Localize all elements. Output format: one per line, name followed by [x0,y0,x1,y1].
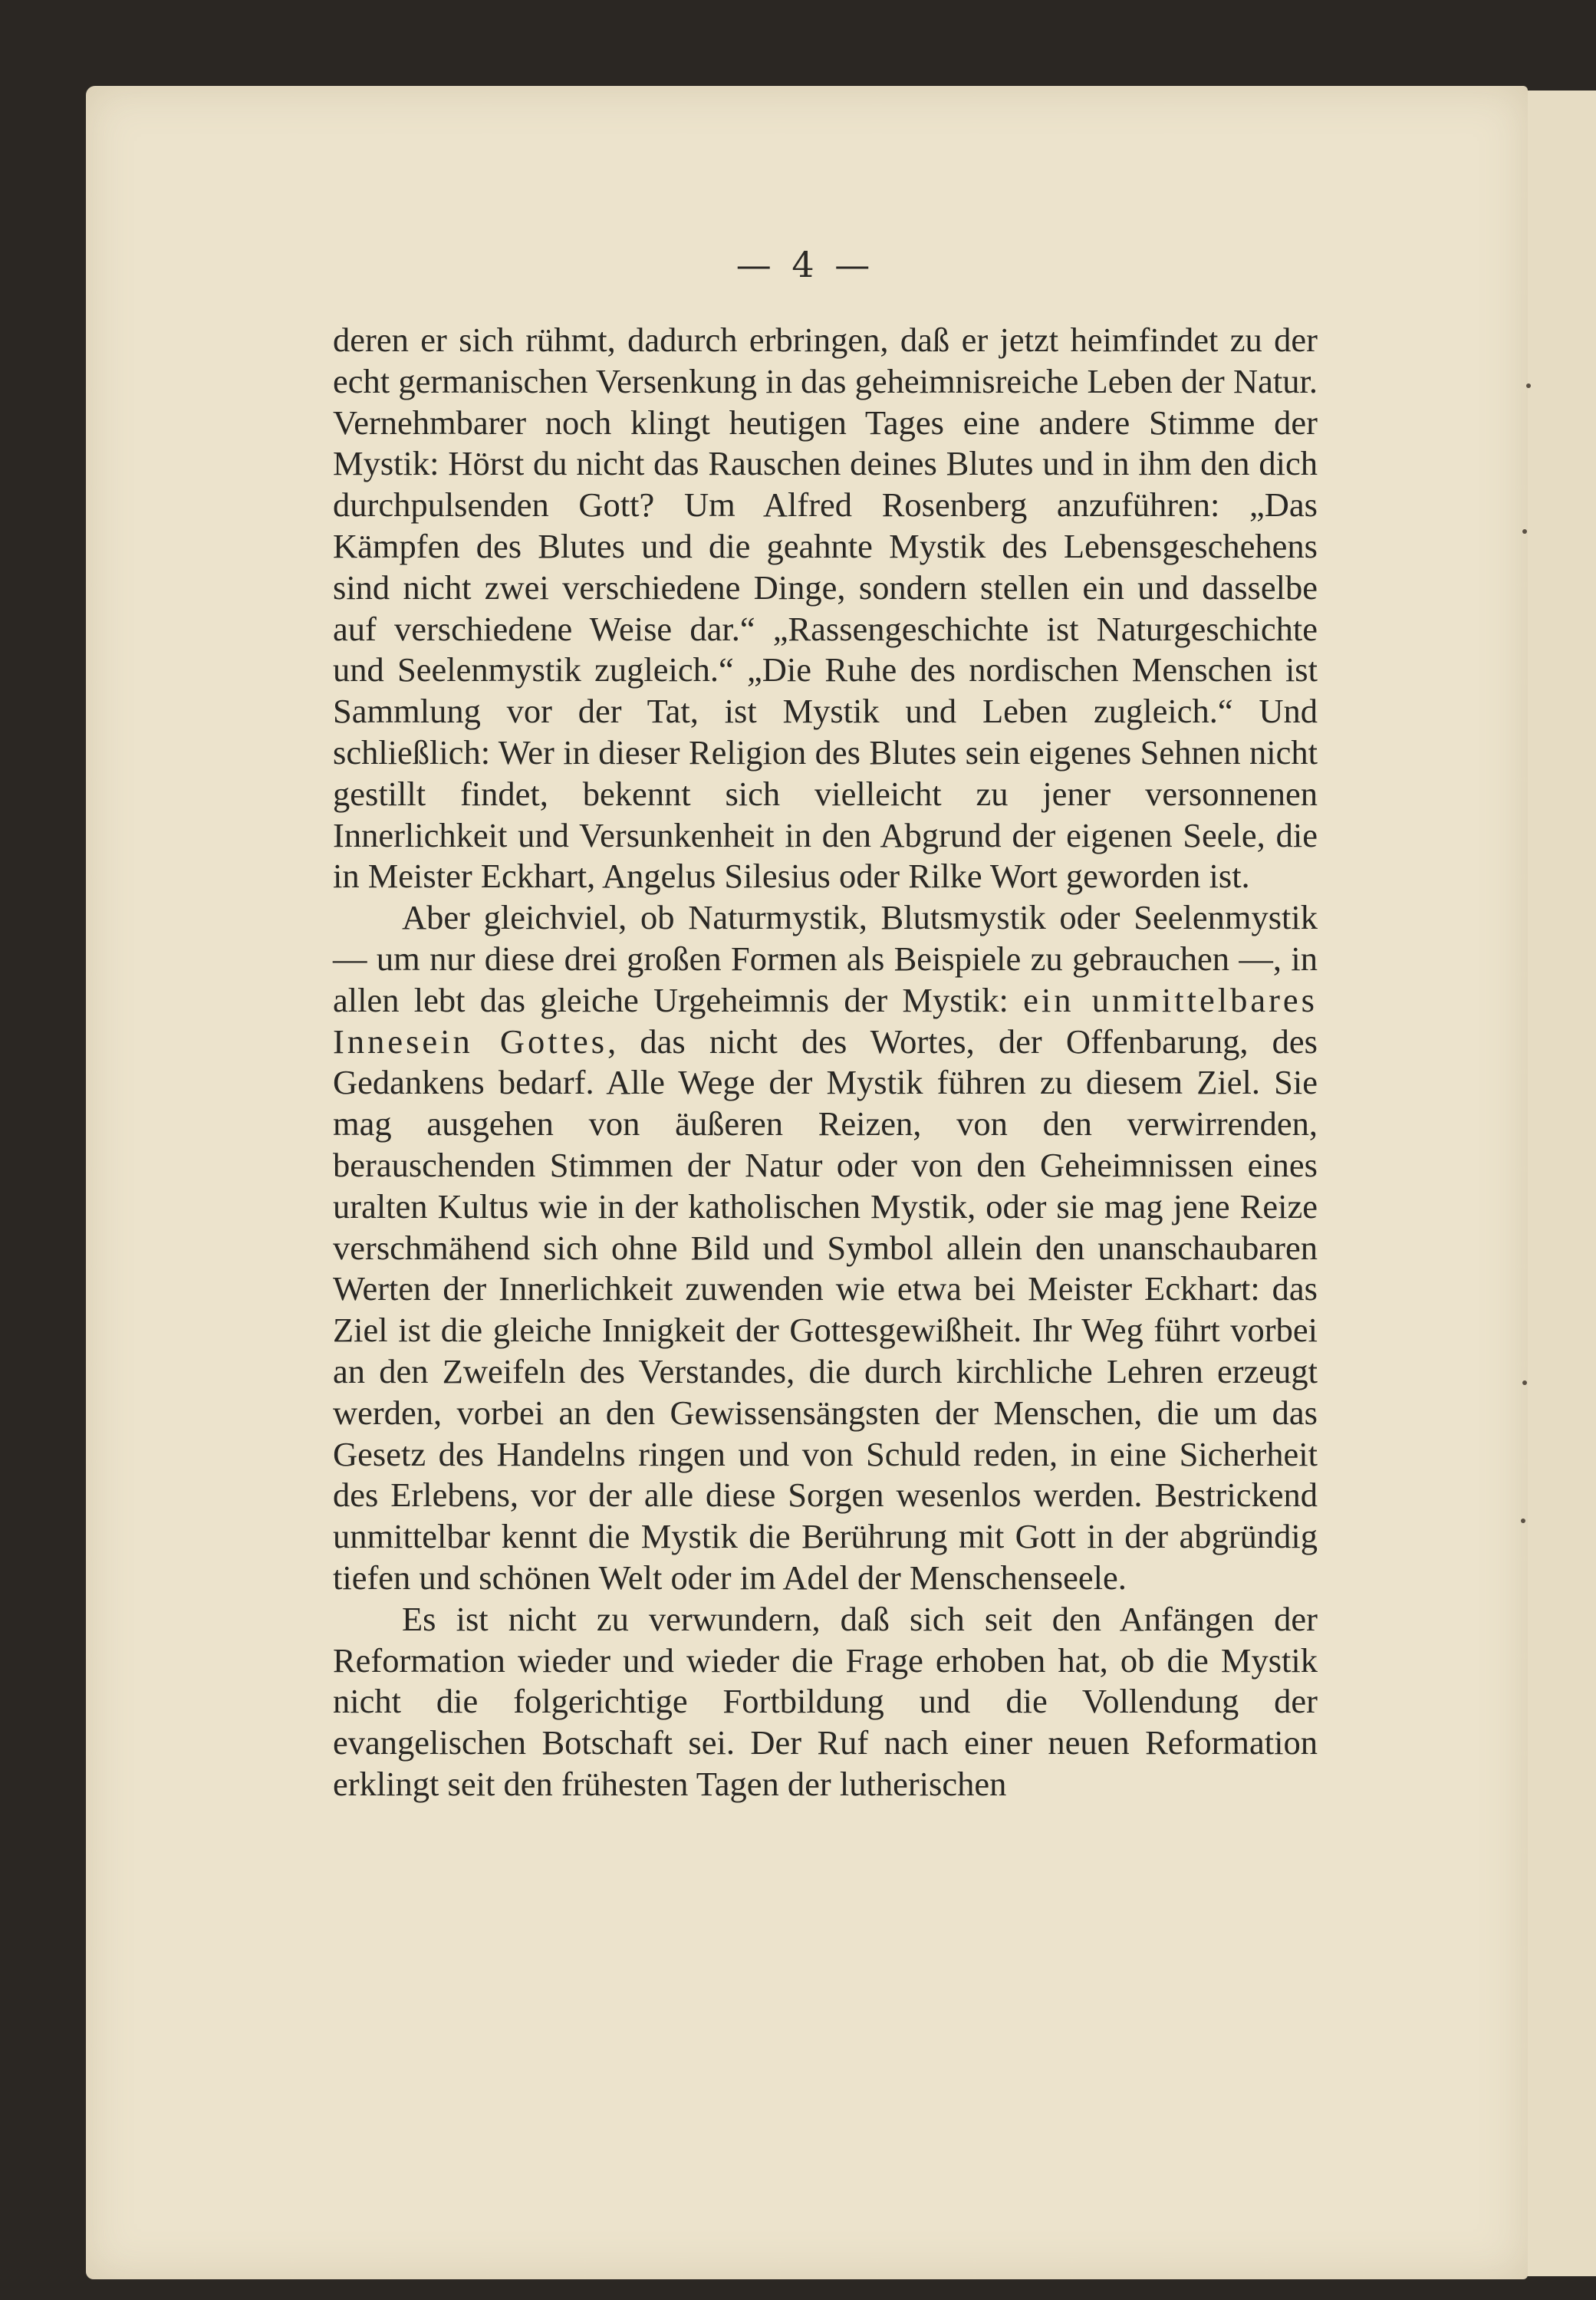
paper-speck [1521,1519,1525,1523]
page-number: — 4 — [735,244,875,285]
paragraph-2-text-before: Aber gleichviel, ob Naturmystik, Blutsmystik oder Seelenmystik — um nur diese drei großen Formen als Beispiele zu gebrauchen —, in allen lebt das gleiche Urgeheimnis der Mystik: [333,898,1318,1019]
paragraph-2-emphasis: ein unmittelbares Innesein Gottes [333,980,1318,1061]
paragraph-1: deren er sich rühmt, dadurch erbringen, daß er jetzt heimfindet zu der echt germanischen Versenkung in das geheimnisreiche Leben der Natur. Vernehmbarer noch klingt heutigen Tages eine andere Stimme der Mystik: Hörst du nicht das Rauschen deines Blutes und in ihm den dich durchpulsenden Gott? Um Alfred Rosenberg anzuführen: „Das Kämpfen des Blutes und die geahnte Mystik des Lebensgeschehens sind nicht zwei verschiedene Dinge, sondern stellen ein und dasselbe auf verschiedene Weise dar.“ „Rassengeschichte ist Naturgeschichte und Seelenmystik zugleich.“ „Die Ruhe des nordischen Menschen ist Sammlung vor der Tat, ist Mystik und Leben zugleich.“ Und schließlich: Wer in dieser Religion des Blutes sein eigenes Sehnen nicht gestillt findet, bekennt sich vielleicht zu jener versonnenen Innerlichkeit und Versunkenheit in den Abgrund der eigenen Seele, die in Meister Eckhart, Angelus Silesius oder Rilke Wort geworden ist. [333,321,1318,896]
paper-speck [1522,1380,1527,1385]
paper-speck [1526,383,1531,388]
paragraph-2 [333,897,1318,1599]
body-text [333,320,1318,1805]
paragraph-2-text-after: , das nicht des Wortes, der Offenbarung, des Gedankens bedarf. Alle Wege der Mystik führen zu diesem Ziel. Sie mag ausgehen von äußeren Reizen, von den verwirrenden, berauschenden Stimmen der Natur oder von den Geheimnissen eines uralten Kultus wie in der katholischen Mystik, oder sie mag jene Reize verschmähend sich ohne Bild und Symbol allein den unanschaubaren Werten der Innerlichkeit zuwenden wie etwa bei Meister Eckhart: das Ziel ist die gleiche Innigkeit der Gottesgewißheit. Ihr Weg führt vorbei an den Zweifeln des Verstandes, die durch kirchliche Lehren erzeugt werden, vorbei an den Gewissensängsten der Menschen, die um das Gesetz des Handelns ringen und von Schuld reden, in eine Sicherheit des Erlebens, vor der alle diese Sorgen wesenlos werden. Bestrickend unmittelbar kennt die Mystik die Berührung mit Gott in der abgründig tiefen und schönen Welt oder im Adel der Menschenseele. [333,1022,1318,1597]
paragraph-3: Es ist nicht zu verwundern, daß sich seit den Anfängen der Reformation wieder und wieder die Frage erhoben hat, ob die Mystik nicht die folgerichtige Fortbildung und die Vollendung der evangelischen Botschaft sei. Der Ruf nach einer neuen Reformation erklingt seit den frühesten Tagen der lutherischen [333,1599,1318,1803]
paper-speck [1522,529,1527,534]
